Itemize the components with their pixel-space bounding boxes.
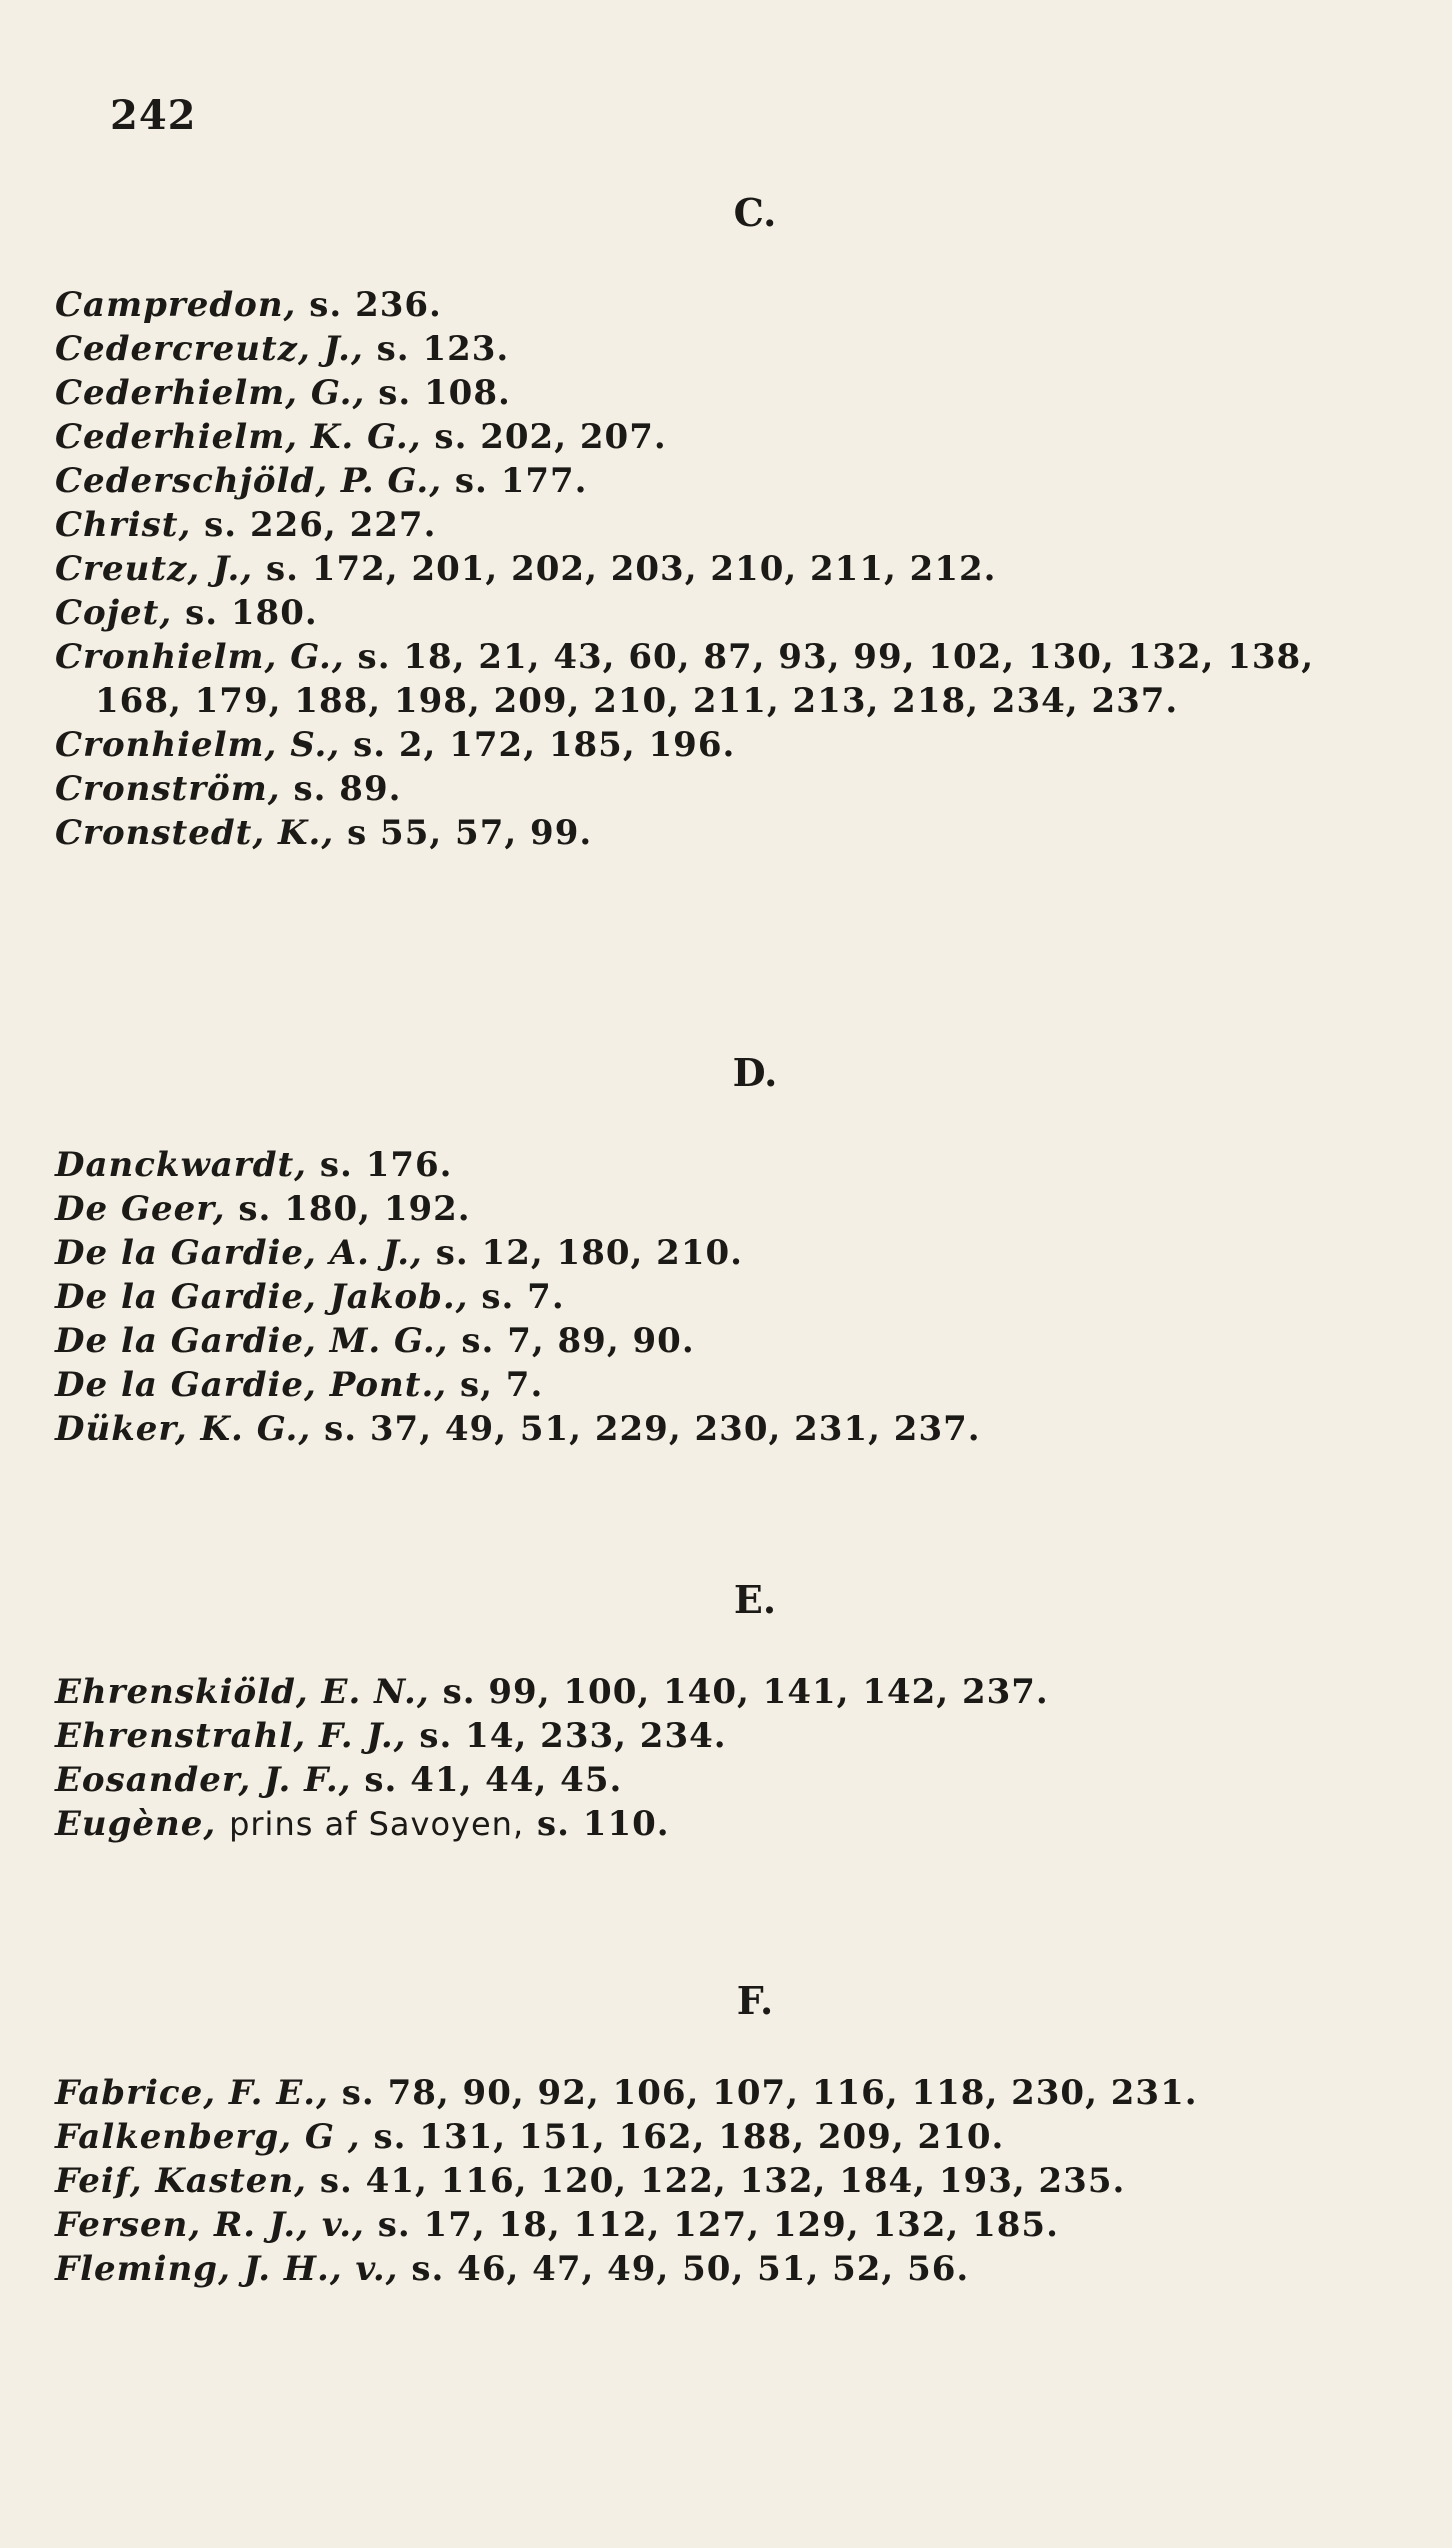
entry-refs: s. 7, 89, 90. [461, 1321, 695, 1361]
entry-refs: s 55, 57, 99. [347, 813, 593, 853]
index-entry [55, 2115, 1375, 2159]
entry-name: De la Gardie, M. G., [55, 1321, 449, 1361]
entry-refs: s. 172, 201, 202, 203, 210, 211, 212. [265, 549, 997, 589]
entry-name: Ehrenstrahl, F. J., [55, 1716, 407, 1756]
index-entry [55, 723, 1375, 767]
entry-refs: s. 18, 21, 43, 60, 87, 93, 99, 102, 130, 132, 138, 168, 179, 188, 198, 209, 210, 211, 213, 218, 234, 237. [95, 637, 1315, 721]
index-entry [55, 591, 1375, 635]
index-entry [55, 1319, 1375, 1363]
entry-refs: s. 123. [376, 329, 510, 369]
entry-refs: s. 236. [309, 285, 442, 325]
entry-refs: s. 176. [319, 1145, 453, 1185]
entry-name: Creutz, J., [55, 549, 254, 589]
index-entry [55, 1275, 1375, 1319]
entry-name: Cojet, [55, 593, 173, 633]
entry-refs: s. 89. [293, 769, 402, 809]
index-entry [55, 2247, 1375, 2291]
entry-refs: s. 37, 49, 51, 229, 230, 231, 237. [324, 1409, 981, 1449]
entry-name: De la Gardie, Pont., [55, 1365, 448, 1405]
index-entry [55, 1758, 1375, 1802]
entry-name: Eosander, J. F., [55, 1760, 352, 1800]
entry-name: Danckwardt, [55, 1145, 308, 1185]
entry-refs: s, 7. [459, 1365, 544, 1405]
entry-name: Falkenberg, G , [55, 2117, 361, 2157]
index-entry [55, 1231, 1375, 1275]
index-entry [55, 459, 1375, 503]
index-entry [55, 2203, 1375, 2247]
entry-name: Cederhielm, K. G., [55, 417, 422, 457]
index-entry [55, 327, 1375, 371]
index-entry [55, 1802, 1375, 1846]
section-letter: C. [733, 190, 777, 235]
index-section-e [55, 1577, 1375, 1846]
index-entry [55, 1407, 1375, 1451]
entry-refs: s. 46, 47, 49, 50, 51, 52, 56. [411, 2249, 970, 2289]
entry-name: De la Gardie, Jakob., [55, 1277, 469, 1317]
entry-name: Cronström, [55, 769, 281, 809]
entry-refs: s. 12, 180, 210. [435, 1233, 743, 1273]
index-entry [55, 1187, 1375, 1231]
index-entry [55, 811, 1375, 855]
entry-name: Feif, Kasten, [55, 2161, 307, 2201]
entry-refs: s. 41, 44, 45. [364, 1760, 623, 1800]
entry-name: Cronhielm, G., [55, 637, 345, 677]
entry-refs: s. 17, 18, 112, 127, 129, 132, 185. [377, 2205, 1059, 2245]
entry-name: Cronstedt, K., [55, 813, 335, 853]
entry-name: De la Gardie, A. J., [55, 1233, 423, 1273]
entry-refs: s. 131, 151, 162, 188, 209, 210. [373, 2117, 1005, 2157]
entry-refs: s. 7. [481, 1277, 565, 1317]
entry-name: Cederhielm, G., [55, 373, 366, 413]
entry-refs: s. 180, 192. [238, 1189, 471, 1229]
entry-name: Düker, K. G., [55, 1409, 312, 1449]
entry-refs: s. 99, 100, 140, 141, 142, 237. [442, 1672, 1049, 1712]
index-section-d [55, 1050, 1375, 1451]
index-entry [55, 767, 1375, 811]
section-letter: E. [733, 1577, 777, 1622]
entry-name: Fersen, R. J., v., [55, 2205, 365, 2245]
entry-name: Cronhielm, S., [55, 725, 341, 765]
index-entry [55, 635, 1375, 723]
entry-name: De Geer, [55, 1189, 226, 1229]
page-number: 242 [110, 92, 197, 139]
entry-refs: s. 226, 227. [204, 505, 437, 545]
section-letter: D. [732, 1050, 778, 1095]
entry-refs: s. 14, 233, 234. [419, 1716, 727, 1756]
index-entry [55, 2071, 1375, 2115]
entry-name: Eugène, [55, 1804, 217, 1844]
index-entry [55, 1363, 1375, 1407]
index-entry [55, 1670, 1375, 1714]
entry-name: Ehrenskiöld, E. N., [55, 1672, 430, 1712]
entry-refs: s. 177. [454, 461, 588, 501]
entry-name: Cedercreutz, J., [55, 329, 364, 369]
entry-refs: s. 110. [536, 1804, 670, 1844]
entry-name: Cederschjöld, P. G., [55, 461, 443, 501]
index-section-f [55, 1978, 1375, 2291]
entry-refs: s. 41, 116, 120, 122, 132, 184, 193, 235. [319, 2161, 1126, 2201]
index-section-c [55, 190, 1375, 855]
index-entry [55, 503, 1375, 547]
index-entry [55, 547, 1375, 591]
entry-name: Fleming, J. H., v., [55, 2249, 399, 2289]
index-entry [55, 371, 1375, 415]
entry-description: prins af Savoyen, [229, 1805, 525, 1843]
index-entry [55, 2159, 1375, 2203]
section-letter: F. [736, 1978, 774, 2023]
entry-refs: s. 180. [185, 593, 318, 633]
index-entry [55, 415, 1375, 459]
entry-refs: s. 108. [378, 373, 511, 413]
index-entry [55, 283, 1375, 327]
entry-refs: s. 202, 207. [434, 417, 667, 457]
entry-refs: s. 78, 90, 92, 106, 107, 116, 118, 230, 231. [341, 2073, 1198, 2113]
index-entry [55, 1714, 1375, 1758]
entry-name: Campredon, [55, 285, 297, 325]
entry-refs: s. 2, 172, 185, 196. [353, 725, 736, 765]
entry-name: Christ, [55, 505, 192, 545]
entry-name: Fabrice, F. E., [55, 2073, 329, 2113]
index-entry [55, 1143, 1375, 1187]
